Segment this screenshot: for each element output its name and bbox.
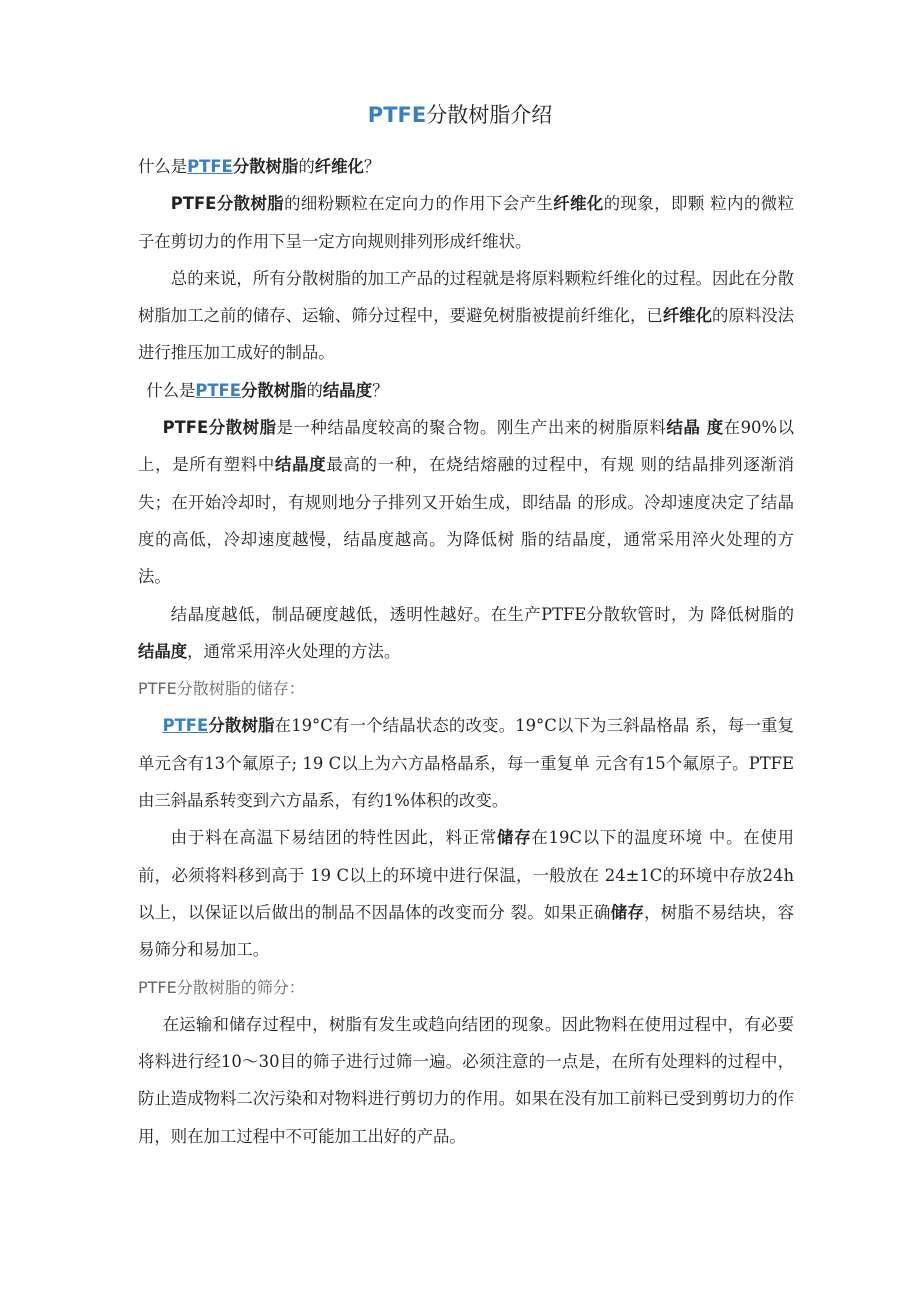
paragraph-fiber-1: PTFE分散树脂的细粉颗粒在定向力的作用下会产生纤维化的现象，即颗 粒内的微粒子在剪切力的作用下呈一定方向规则排列形成纤维状。: [138, 194, 794, 251]
heading-sieving: PTFE分散树脂的筛分：: [138, 977, 305, 997]
q1-end: ？: [363, 157, 381, 176]
page-title: [0, 100, 920, 130]
ptfe-link[interactable]: PTFE: [162, 716, 209, 736]
question-crystallinity: 什么是PTFE分散树脂的结晶度？: [146, 380, 389, 400]
paragraph-storage-1: PTFE分散树脂在19°C有一个结晶状态的改变。19°C以下为三斜晶格晶 系，每一重复单元含有13个氟原子; 19 C以上为六方晶格晶系，每一重复单 元含有15个氟原子。PTFE由三斜晶系转变到六方晶系，有约1%体积的改变。: [138, 716, 795, 811]
paragraph-sieve-1: 在运输和储存过程中，树脂有发生或趋向结团的现象。因此物料在使用过程中，有必要将料进行经10～30目的筛子进行过筛一遍。必须注意的一点是，在所有处理料的过程中，防止造成物料二次污染和对物料进行剪切力的作用。如果在没有加工前料已受到剪切力的作用，则在加工过程中不可能加工出好的产品。: [138, 1014, 794, 1146]
q1-bold-resin: 分散树脂: [232, 157, 299, 176]
paragraph-storage-2: 由于料在高温下易结团的特性因此，料正常储存在19C以下的温度环境 中。在使用前，必须将料移到高于 19 C以上的环境中进行保温，一般放在 24±1C的环境中存放24h以上，以保证以后做出的制品不因晶体的改变而分 裂。如果正确储存，树脂不易结块，容易筛分和易加工。: [138, 828, 795, 960]
ptfe-link[interactable]: PTFE: [187, 157, 233, 176]
title-text: 分散树脂介绍: [426, 103, 553, 127]
paragraph-crystal-1: PTFE分散树脂是一种结晶度较高的聚合物。刚生产出来的树脂原料结晶 度在90%以上，是所有塑料中结晶度最高的一种，在烧结熔融的过程中，有规 则的结晶排列逐渐消失；在开始冷却时，有规则地分子排列又开始生成，即结晶 的形成。冷却速度决定了结晶度的高低，冷却速度越慢，结晶度越高。为降低树 脂的结晶度，通常采用淬火处理的方法。: [138, 418, 795, 587]
q1-bold-term: 纤维化: [314, 157, 364, 176]
q1-prefix: 什么是: [138, 157, 188, 176]
paragraph-crystal-2: 结晶度越低，制品硬度越低，透明性越好。在生产PTFE分散软管时，为 降低树脂的结晶度，通常采用淬火处理的方法。: [138, 604, 794, 661]
title-ptfe: PTFE: [367, 103, 427, 127]
q1-mid: 的: [298, 157, 315, 176]
document-body: [138, 148, 794, 1155]
question-fiberization: [138, 148, 794, 185]
ptfe-link[interactable]: PTFE: [195, 380, 241, 400]
heading-storage: PTFE分散树脂的储存：: [138, 679, 305, 699]
paragraph-fiber-2: 总的来说，所有分散树脂的加工产品的过程就是将原料颗粒纤维化的过程。因此在分散树脂加工之前的储存、运输、筛分过程中，要避免树脂被提前纤维化，已纤维化的原料没法进行推压加工成好的制品。: [138, 268, 795, 363]
